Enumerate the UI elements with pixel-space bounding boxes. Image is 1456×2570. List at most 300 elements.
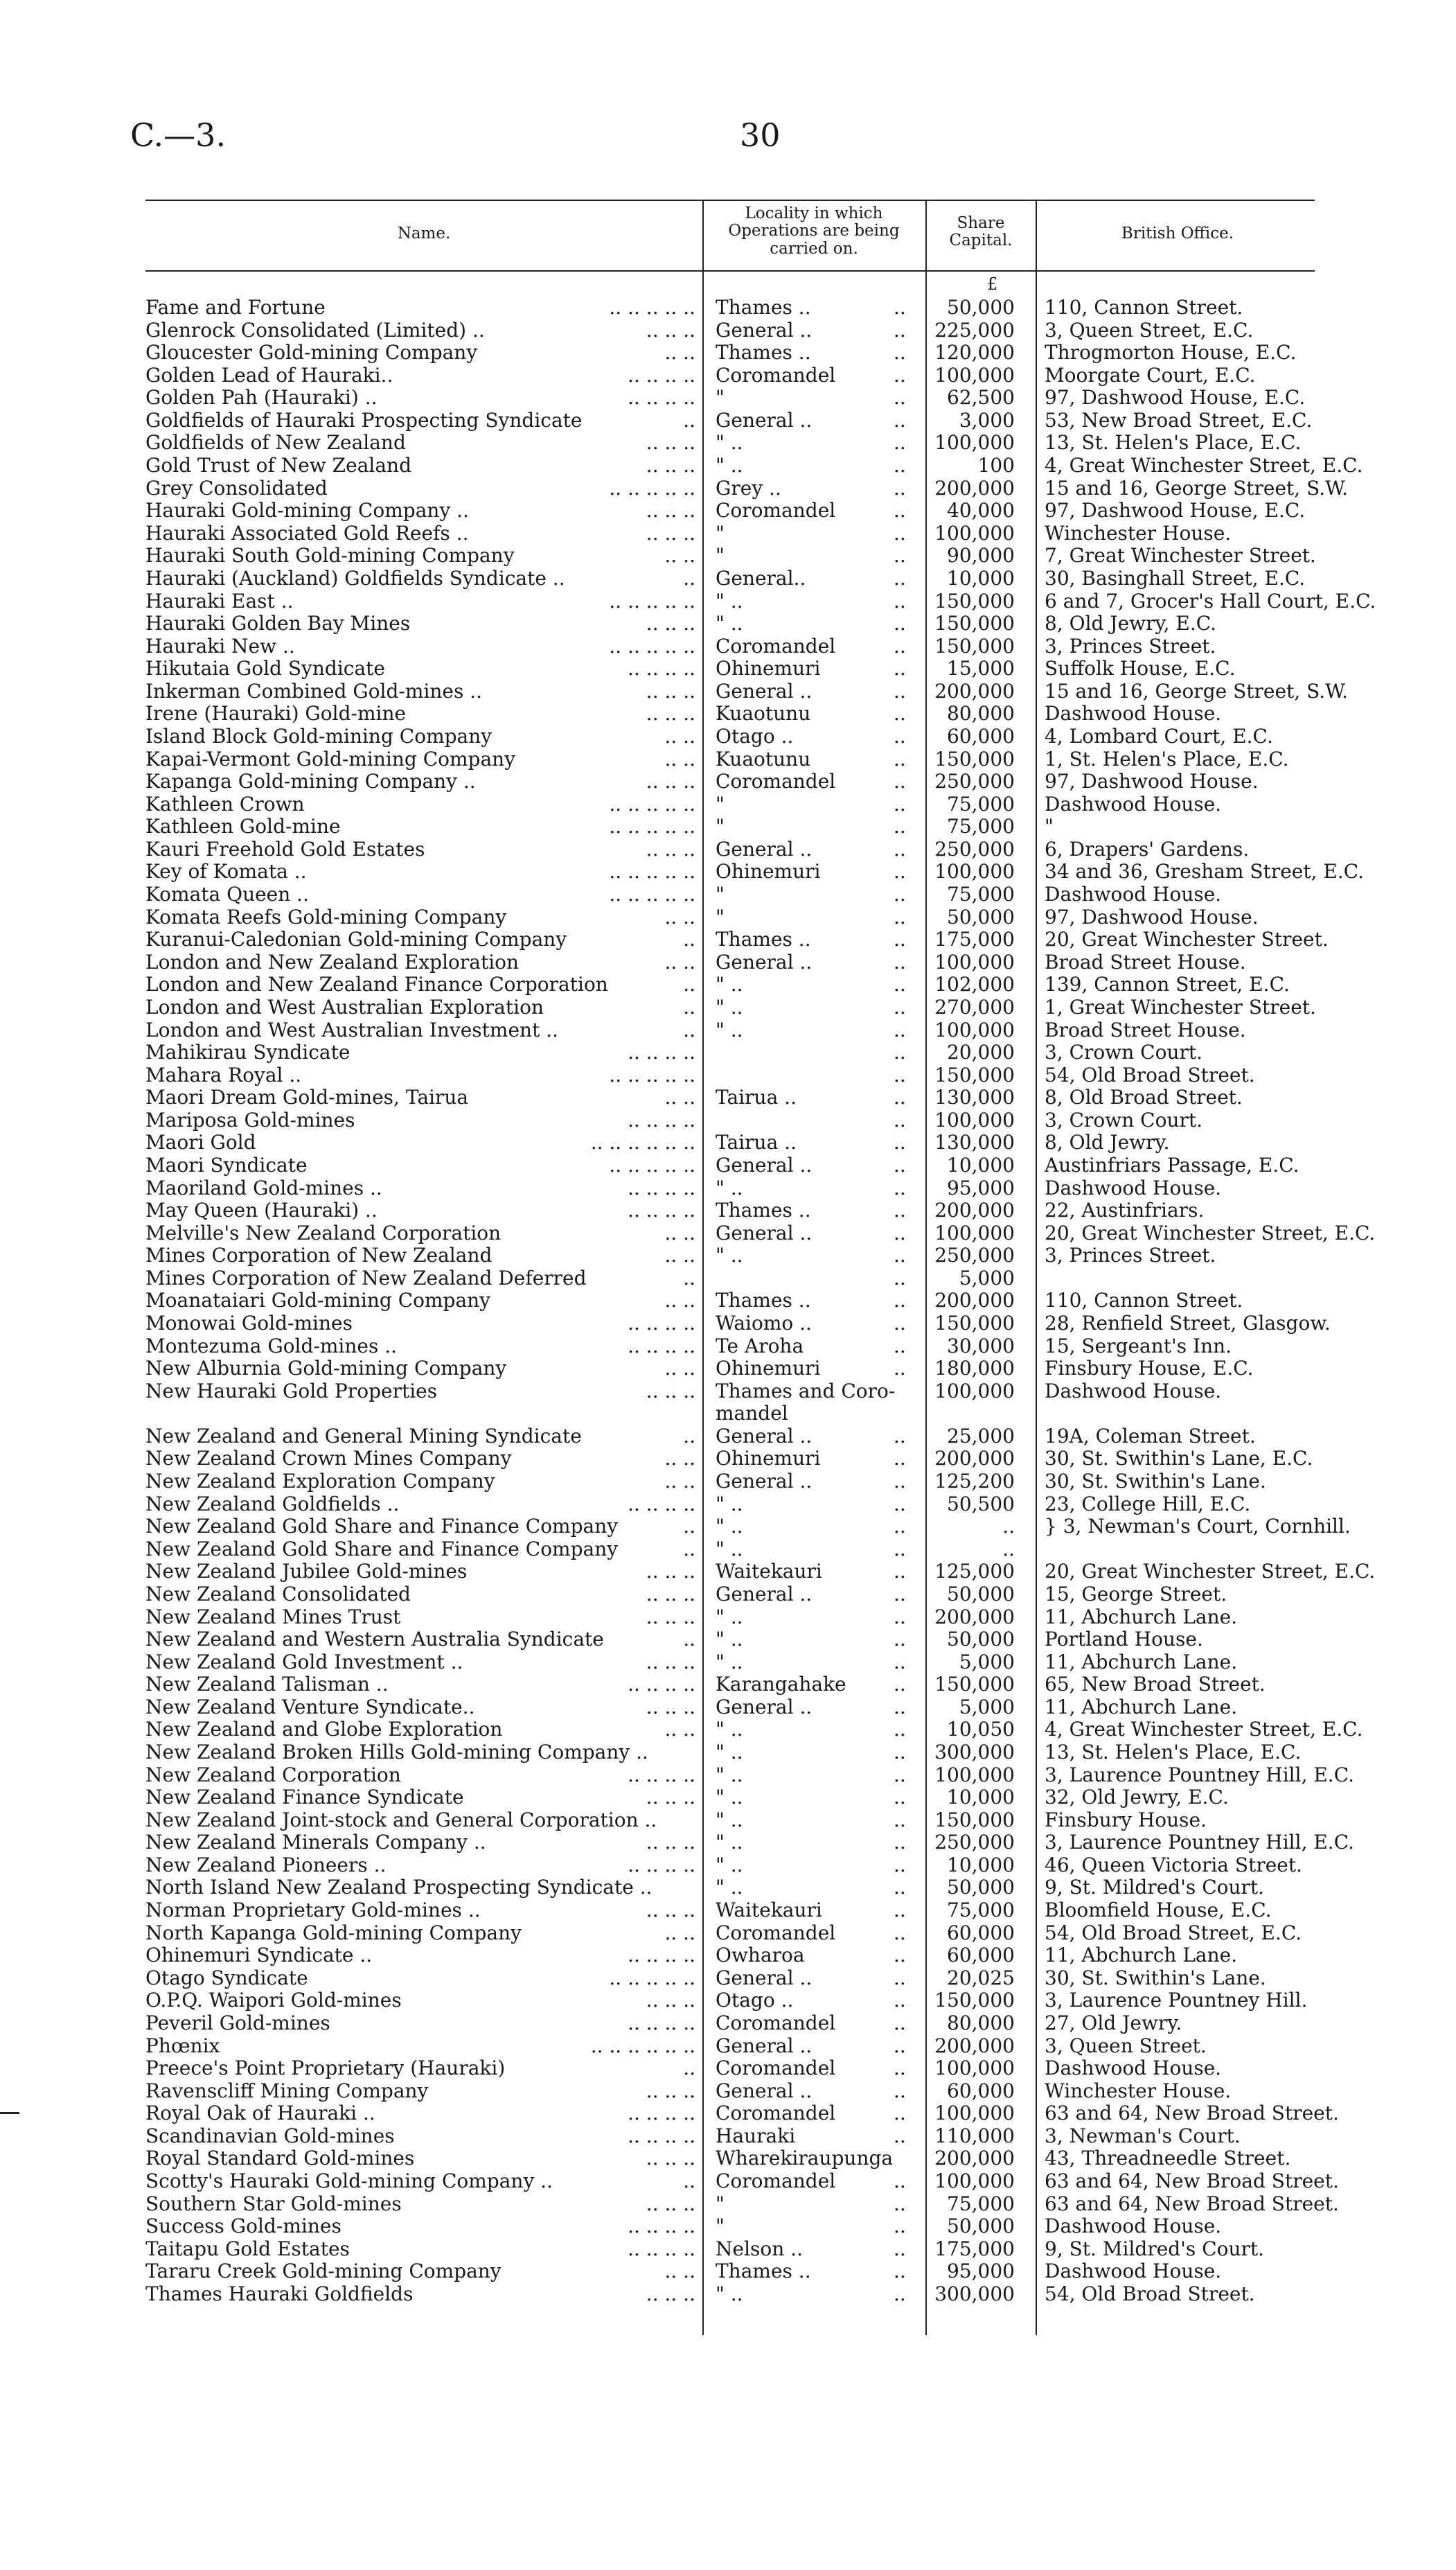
british-office: 8, Old Broad Street. [1045,1086,1243,1109]
share-capital: 75,000 [947,2192,1015,2215]
header-office: British Office. [1121,225,1234,243]
british-office: 4, Lombard Court, E.C. [1045,724,1273,748]
locality: " [716,905,725,928]
leader-dots: .. [894,2102,906,2125]
leader-dots: .. .. .. [646,318,695,342]
leader-dots: .. .. .. .. [628,2237,695,2260]
table-row [0,2213,1456,2236]
locality: General .. [716,950,813,974]
share-capital: 60,000 [947,2079,1015,2102]
locality: Coromandel [716,2102,836,2125]
company-name: Maori Syndicate [145,1153,308,1177]
share-capital: 150,000 [934,1063,1015,1086]
company-name: New Zealand Talisman .. [145,1673,389,1696]
leader-dots: .. .. .. [646,1650,695,1673]
british-office: 4, Great Winchester Street, E.C. [1045,1718,1363,1741]
share-capital: 200,000 [934,1199,1015,1222]
share-capital: 270,000 [934,995,1015,1019]
share-capital: 10,000 [947,1853,1015,1876]
company-name: Komata Reefs Gold-mining Company [145,905,507,928]
leader-dots: .. [894,1786,906,1809]
leader-dots: .. [894,1424,906,1447]
company-name: Mariposa Gold-mines [145,1108,355,1132]
british-office: 3, Laurence Pountney Hill. [1045,1989,1308,2012]
company-name: Kapanga Gold-mining Company .. [145,770,476,793]
table-row [0,1739,1456,1762]
leader-dots: .. .. [664,905,695,928]
table-row [0,1716,1456,1739]
locality: " [716,386,725,410]
leader-dots: .. [894,1221,906,1244]
british-office: 3, Queen Street, E.C. [1045,318,1254,342]
share-capital: 150,000 [934,747,1015,771]
leader-dots: .. .. .. .. [628,1199,695,1222]
header-capital: Share Capital. [949,214,1013,250]
table-row [0,1017,1456,1040]
company-name: Southern Star Gold-mines [145,2192,402,2215]
leader-dots: .. .. .. .. [628,1312,695,1335]
leader-dots: .. [894,2260,906,2283]
british-office: 15 and 16, George Street, S.W. [1045,679,1348,703]
share-capital: 95,000 [947,2260,1015,2283]
leader-dots: .. .. .. [646,1989,695,2012]
british-office: 54, Old Broad Street, E.C. [1045,1921,1302,1944]
british-office: 1, St. Helen's Place, E.C. [1045,747,1289,771]
company-name: Island Block Gold-mining Company [145,724,492,748]
table-row [0,1445,1456,1468]
share-capital: 100,000 [934,363,1015,387]
british-office: 20, Great Winchester Street, E.C. [1045,1560,1376,1583]
table-row [0,994,1456,1017]
share-capital: 100,000 [934,1379,1015,1402]
company-name: Maori Dream Gold-mines, Tairua [145,1086,469,1109]
share-capital: 100,000 [934,1108,1015,1132]
page-number: 30 [740,116,781,154]
locality: " .. [716,1605,743,1628]
table-row [0,340,1456,362]
table-row [0,1287,1456,1310]
company-name: Glenrock Consolidated (Limited) .. [145,318,485,342]
locality: Tairua .. [716,1086,797,1109]
leader-dots: .. [894,1741,906,1763]
british-office: } 3, Newman's Court, Cornhill. [1045,1515,1351,1538]
table-row [0,1062,1456,1085]
table-row [0,362,1456,385]
leader-dots: .. .. .. [646,679,695,703]
company-name: Hauraki Golden Bay Mines [145,612,411,635]
share-capital: 175,000 [934,2237,1015,2260]
share-capital: 95,000 [947,1176,1015,1199]
locality: " .. [716,1628,743,1651]
company-name: London and New Zealand Finance Corporation [145,973,608,996]
leader-dots: .. .. .. .. .. [609,815,695,838]
leader-dots: .. [894,1244,906,1267]
share-capital: 125,000 [934,1560,1015,1583]
leader-dots: .. .. .. [646,1582,695,1605]
leader-dots: .. [894,1108,906,1132]
british-office: 15, George Street. [1045,1582,1227,1605]
british-office: Finsbury House. [1045,1808,1207,1831]
locality: Ohinemuri [716,657,821,680]
share-capital: 5,000 [959,1266,1015,1290]
table-row [0,1039,1456,1062]
locality: Coromandel [716,2057,836,2080]
locality: " .. [716,1853,743,1876]
leader-dots: .. .. [664,2260,695,2283]
british-office: Dashwood House. [1045,792,1222,816]
table-row [0,2078,1456,2101]
leader-dots: .. [894,2057,906,2080]
british-office: 30, St. Swithin's Lane, E.C. [1045,1447,1313,1470]
share-capital: 10,000 [947,566,1015,590]
locality: " .. [716,1786,743,1809]
share-capital: 250,000 [934,770,1015,793]
table-row [0,949,1456,972]
company-name: New Zealand Gold Share and Finance Company [145,1537,619,1560]
locality: Te Aroha [716,1334,804,1357]
share-capital: 100,000 [934,521,1015,545]
leader-dots: .. [894,1018,906,1041]
table-row [0,1536,1456,1559]
table-row [0,1920,1456,1943]
leader-dots: .. .. .. [646,521,695,545]
leader-dots: .. [894,1515,906,1538]
table-row [0,971,1456,994]
table-row [0,1333,1456,1356]
table-row [0,2100,1456,2123]
locality: " .. [716,1018,743,1041]
locality: Waitekauri [716,1899,822,1922]
leader-dots: .. .. .. [646,1786,695,1809]
locality: " .. [716,1808,743,1831]
leader-dots: .. .. .. [646,1831,695,1854]
leader-dots: .. .. .. .. [628,1492,695,1515]
british-office: 3, Princes Street. [1045,634,1216,658]
margin-mark [0,2112,19,2114]
company-name: North Island New Zealand Prospecting Syndicate .. [145,1876,652,1899]
table-row [0,1491,1456,1514]
table-row [0,1784,1456,1807]
british-office: 63 and 64, New Broad Street. [1045,2169,1339,2192]
locality: " [716,2215,725,2238]
table-row [0,1807,1456,1830]
table-row [0,1468,1456,1491]
leader-dots: .. [683,1628,695,1651]
company-name: Norman Proprietary Gold-mines .. [145,1899,481,1922]
leader-dots: .. [894,1718,906,1741]
share-capital: 150,000 [934,634,1015,658]
share-capital: 50,000 [947,905,1015,928]
british-office: 11, Abchurch Lane. [1045,1605,1238,1628]
british-office: 30, St. Swithin's Lane. [1045,1966,1266,1989]
share-capital: 62,500 [947,386,1015,410]
company-name: London and New Zealand Exploration [145,950,520,974]
locality: Coromandel [716,499,836,522]
company-name: Kauri Freehold Gold Estates [145,837,425,861]
company-name: Thames Hauraki Goldfields [145,2282,414,2305]
british-office: 43, Threadneedle Street. [1045,2147,1291,2170]
locality: Waiomo .. [716,1312,812,1335]
british-office: " [1045,815,1054,838]
company-name: Success Gold-mines [145,2215,341,2238]
table-row [0,498,1456,520]
leader-dots: .. .. .. .. .. [609,860,695,883]
locality: General .. [716,837,813,861]
leader-dots: .. [894,995,906,1019]
leader-dots: .. .. .. .. [628,1176,695,1199]
company-name: New Zealand Corporation [145,1763,401,1786]
locality: Thames and Coro- [716,1379,896,1402]
locality: " .. [716,1244,743,1267]
leader-dots: .. .. .. .. .. [609,1966,695,1989]
locality: Wharekiraupunga [716,2147,894,2170]
share-capital: 100,000 [934,2169,1015,2192]
leader-dots: .. .. [664,1086,695,1109]
share-capital: 150,000 [934,1673,1015,1696]
table-row [0,1129,1456,1152]
share-capital: 200,000 [934,2034,1015,2057]
leader-dots: .. .. .. .. [628,657,695,680]
table-row [0,904,1456,927]
leader-dots: .. [894,386,906,410]
british-office: 97, Dashwood House, E.C. [1045,386,1306,410]
leader-dots: .. [894,363,906,387]
locality: " [716,2192,725,2215]
table-row [0,813,1456,836]
locality: Otago .. [716,1989,794,2012]
locality: General .. [716,1221,813,1244]
share-capital: 200,000 [934,1605,1015,1628]
company-name: Preece's Point Proprietary (Hauraki) [145,2057,506,2080]
leader-dots: .. [683,566,695,590]
company-name: Monowai Gold-mines [145,1312,353,1335]
british-office: 3, Laurence Pountney Hill, E.C. [1045,1831,1355,1854]
leader-dots: .. .. .. [646,770,695,793]
british-office: 139, Cannon Street, E.C. [1045,973,1290,996]
company-name: Scandinavian Gold-mines [145,2124,395,2147]
table-row [0,1265,1456,1288]
leader-dots: .. [894,431,906,455]
leader-dots: .. .. [664,1221,695,1244]
company-name: Fame and Fortune [145,296,326,319]
company-name: New Alburnia Gold-mining Company [145,1357,507,1380]
leader-dots: .. [894,1808,906,1831]
share-capital: 10,000 [947,1786,1015,1809]
british-office: 15 and 16, George Street, S.W. [1045,476,1348,500]
share-capital: 60,000 [947,1944,1015,1967]
leader-dots: .. [683,928,695,951]
locality: " .. [716,1492,743,1515]
leader-dots: .. .. [664,1470,695,1493]
share-capital: 60,000 [947,724,1015,748]
table-row [0,1400,1456,1423]
table-row [0,407,1456,430]
company-name: Goldfields of New Zealand [145,431,406,455]
british-office: Broad Street House. [1045,950,1246,974]
british-office: 3, Princes Street. [1045,1244,1216,1267]
share-capital: 10,050 [947,1718,1015,1741]
company-name: New Zealand Pioneers .. [145,1853,387,1876]
share-capital: 80,000 [947,2011,1015,2034]
share-capital: 130,000 [934,1131,1015,1154]
leader-dots: .. [894,1628,906,1651]
locality: " .. [716,1176,743,1199]
company-name: New Zealand Mines Trust [145,1605,401,1628]
locality: General .. [716,1424,813,1447]
leader-dots: .. .. .. .. [628,1041,695,1064]
british-office: 97, Dashwood House. [1045,905,1259,928]
british-office: 110, Cannon Street. [1045,1289,1243,1312]
table-body [0,294,1456,2303]
locality: " .. [716,1718,743,1741]
table-row [0,430,1456,455]
leader-dots: .. .. [664,747,695,771]
leader-dots: .. [894,1312,906,1335]
british-office: 97, Dashwood House. [1045,770,1259,793]
leader-dots: .. [894,702,906,725]
british-office: Broad Street House. [1045,1018,1246,1041]
british-office: 27, Old Jewry. [1045,2011,1182,2034]
share-capital: 175,000 [934,928,1015,951]
british-office: 3, Laurence Pountney Hill, E.C. [1045,1763,1355,1786]
share-capital: 10,000 [947,1153,1015,1177]
british-office: 53, New Broad Street, E.C. [1045,408,1313,432]
leader-dots: .. [894,1582,906,1605]
leader-dots: .. [894,2124,906,2147]
table-row [0,385,1456,410]
leader-dots: .. [894,408,906,432]
british-office: 4, Great Winchester Street, E.C. [1045,454,1363,477]
leader-dots: .. .. [664,1718,695,1741]
company-name: Moanataiari Gold-mining Company [145,1289,490,1312]
share-capital: 300,000 [934,2282,1015,2305]
table-row [0,1084,1456,1107]
locality: Ohinemuri [716,1357,821,1380]
share-capital: 75,000 [947,883,1015,906]
leader-dots: .. [894,1153,906,1177]
leader-dots: .. .. .. .. [628,1763,695,1786]
british-office: 63 and 64, New Broad Street. [1045,2102,1339,2125]
locality: General .. [716,1966,813,1989]
british-office: 13, St. Helen's Place, E.C. [1045,431,1302,455]
leader-dots: .. .. .. .. .. [609,634,695,658]
locality: General .. [716,2034,813,2057]
share-capital: 40,000 [947,499,1015,522]
locality: " .. [716,1741,743,1763]
table-row [0,1965,1456,1988]
leader-dots: .. .. .. .. [628,1944,695,1967]
share-capital: .. [1002,1537,1015,1560]
leader-dots: .. [894,1853,906,1876]
locality: Karangahake [716,1673,846,1696]
company-name: Kathleen Gold-mine [145,815,341,838]
leader-dots: .. [894,566,906,590]
leader-dots: .. .. .. [646,2192,695,2215]
share-capital: 225,000 [934,318,1015,342]
british-office: 13, St. Helen's Place, E.C. [1045,1741,1302,1763]
table-row [0,452,1456,475]
locality: Coromandel [716,1921,836,1944]
table-row [0,2168,1456,2191]
company-name: Royal Oak of Hauraki .. [145,2102,375,2125]
leader-dots: .. .. .. [646,612,695,635]
locality: " [716,815,725,838]
company-name: Royal Standard Gold-mines [145,2147,415,2170]
share-capital: 100,000 [934,860,1015,883]
company-name: New Zealand Exploration Company [145,1470,495,1493]
leader-dots: .. .. [664,1921,695,1944]
company-name: Key of Komata .. [145,860,307,883]
british-office: Dashwood House. [1045,2260,1222,2283]
british-office: 54, Old Broad Street. [1045,1063,1255,1086]
locality: Hauraki [716,2124,796,2147]
locality: Coromandel [716,634,836,658]
leader-dots: .. [894,612,906,635]
leader-dots: .. [894,1537,906,1560]
table-row [0,1874,1456,1897]
british-office: 3, Queen Street. [1045,2034,1207,2057]
table-row [0,1852,1456,1875]
locality: Thames .. [716,1289,811,1312]
leader-dots: .. .. .. [646,2147,695,2170]
leader-dots: .. .. .. .. .. .. [590,1131,695,1154]
leader-dots: .. [894,1966,906,1989]
company-name: Inkerman Combined Gold-mines .. [145,679,483,703]
table-row [0,2191,1456,2214]
table-row [0,2033,1456,2056]
leader-dots: .. [894,1289,906,1312]
leader-dots: .. .. .. [646,431,695,455]
share-capital: 200,000 [934,679,1015,703]
locality: General .. [716,2079,813,2102]
leader-dots: .. [894,724,906,748]
leader-dots: .. [894,2237,906,2260]
share-capital: 75,000 [947,1899,1015,1922]
currency-mark: £ [987,274,998,294]
locality: Owharoa [716,1944,805,1967]
share-capital: 150,000 [934,589,1015,613]
locality: " .. [716,431,743,455]
leader-dots: .. .. .. .. [628,2124,695,2147]
leader-dots: .. [683,1515,695,1538]
table-row [0,836,1456,859]
leader-dots: .. [894,499,906,522]
company-name: May Queen (Hauraki) .. [145,1199,378,1222]
leader-dots: .. [894,2034,906,2057]
table-row [0,768,1456,791]
company-name: Maori Gold [145,1131,256,1154]
company-name: Golden Lead of Hauraki.. [145,363,393,387]
british-office: 110, Cannon Street. [1045,296,1243,319]
table-row [0,746,1456,769]
british-office: 22, Austinfriars. [1045,1199,1205,1222]
leader-dots: .. [894,1921,906,1944]
share-capital: 30,000 [947,1334,1015,1357]
locality: General .. [716,1153,813,1177]
british-office: 8, Old Jewry. [1045,1131,1170,1154]
company-name: New Zealand Joint-stock and General Corporation .. [145,1808,657,1831]
company-name: Phœnix [145,2034,220,2057]
british-office: 54, Old Broad Street. [1045,2282,1255,2305]
leader-dots: .. [894,1357,906,1380]
leader-dots: .. [894,1989,906,2012]
locality: Coromandel [716,2169,836,2192]
leader-dots: .. [894,792,906,816]
locality: General .. [716,408,813,432]
company-name: Hauraki New .. [145,634,295,658]
leader-dots: .. .. [664,1357,695,1380]
locality: Thames .. [716,1199,811,1222]
